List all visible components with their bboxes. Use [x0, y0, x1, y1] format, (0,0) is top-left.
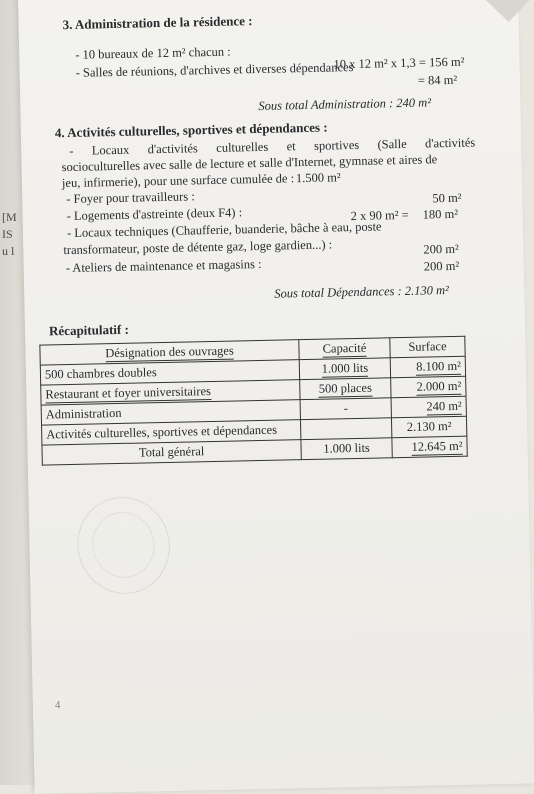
- surface-cell: [390, 356, 465, 378]
- locaux-line-3: jeu, infirmerie), pour une surface cumulée de :: [61, 171, 295, 191]
- tech-value: 200 m²: [423, 241, 459, 257]
- header-capacite: [299, 338, 390, 360]
- admin-line-2-calc: = 84 m²: [417, 72, 458, 88]
- header-designation-label: Désignation des ouvrages: [105, 343, 234, 360]
- header-surface: Surface: [390, 336, 465, 358]
- capacite-value: 500 places: [318, 380, 373, 396]
- admin-line-2-label: - Salles de réunions, d'archives et diverses dépendances: [75, 59, 354, 80]
- faded-stamp: [66, 486, 181, 605]
- tech-line-1: - Locaux techniques (Chaufferie, buanderie, bâche à eau, poste: [66, 219, 382, 241]
- section-3-heading: 3. Administration de la résidence :: [62, 13, 253, 33]
- total-label: Total général: [42, 440, 301, 465]
- margin-fragment: u l: [2, 244, 15, 258]
- locaux-value: 1.500 m²: [295, 170, 341, 186]
- designation-cell: 500 chambres doubles: [40, 360, 299, 385]
- logements-calc: 2 x 90 m² =: [350, 207, 409, 224]
- total-capacite: 1.000 lits: [301, 438, 392, 460]
- capacite-cell: [300, 378, 391, 400]
- header-capacite-label: Capacité: [322, 340, 367, 356]
- surface-value: 240 m²: [426, 398, 462, 414]
- logements-value: 180 m²: [422, 206, 459, 222]
- designation-cell: Administration: [41, 400, 300, 425]
- surface-cell: 2.130 m²: [391, 416, 466, 438]
- margin-fragment: IS: [2, 227, 13, 241]
- section-4-heading: 4. Activités culturelles, sportives et dépendances :: [54, 119, 328, 141]
- page-number: 4: [54, 699, 61, 712]
- recap-title: Récapitulatif :: [48, 321, 129, 339]
- logements-label: - Logements d'astreinte (deux F4) :: [66, 205, 243, 224]
- margin-fragment: [M: [2, 210, 17, 224]
- designation-cell: Activités culturelles, sportives et dépendances: [42, 420, 301, 445]
- locaux-line-2: socioculturelles avec salle de lecture et salle d'Internet, gymnase et aires de: [61, 152, 438, 175]
- tech-line-2: transformateur, poste de détente gaz, loge gardien...) :: [63, 237, 333, 258]
- page-corner: [480, 0, 534, 22]
- surface-value: 2.000 m²: [416, 378, 462, 394]
- foyer-value: 50 m²: [432, 190, 462, 206]
- ateliers-label: - Ateliers de maintenance et magasins :: [65, 256, 262, 276]
- capacite-cell: [300, 418, 391, 440]
- admin-line-1-calc: 10 x 12 m² x 1,3 = 156 m²: [333, 54, 465, 72]
- total-surface-value: 12.645 m²: [411, 438, 463, 454]
- foyer-label: - Foyer pour travailleurs :: [66, 189, 195, 207]
- surface-cell: [391, 376, 466, 398]
- surface-value: 8.100 m²: [416, 358, 462, 374]
- total-surface: [392, 436, 467, 458]
- capacite-value: 1.000 lits: [321, 360, 369, 376]
- recap-table: [39, 336, 467, 466]
- ateliers-value: 200 m²: [423, 258, 460, 274]
- dependances-subtotal: Sous total Dépendances : 2.130 m²: [274, 283, 450, 301]
- document-page: [18, 0, 534, 794]
- capacite-cell: [299, 358, 390, 380]
- surface-cell: [391, 396, 466, 418]
- admin-subtotal: Sous total Administration : 240 m²: [258, 95, 432, 113]
- capacite-cell: -: [300, 398, 391, 420]
- locaux-line-1: - Locaux d'activités culturelles et sportives (Salle d'activités: [69, 135, 476, 158]
- designation-value: Restaurant et foyer universitaires: [45, 383, 212, 402]
- admin-line-1-label: - 10 bureaux de 12 m² chacun :: [75, 44, 231, 62]
